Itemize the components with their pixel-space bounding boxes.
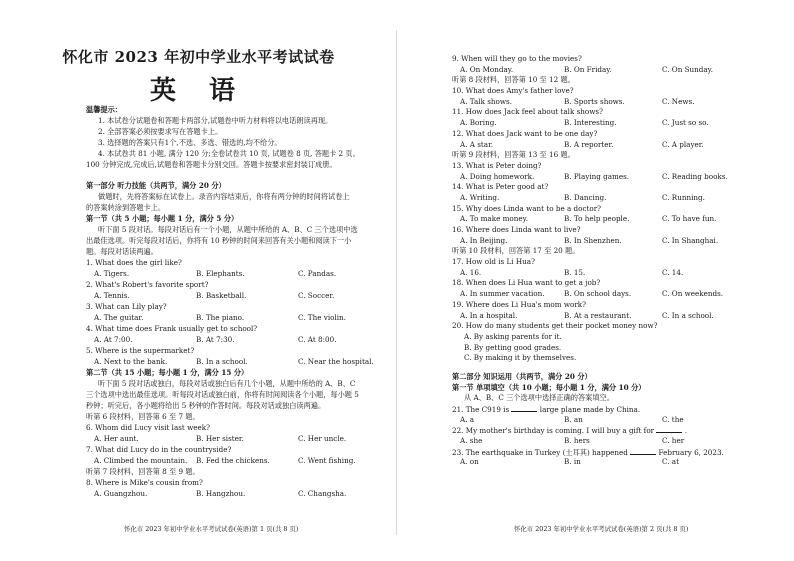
part1-block — [86, 180, 394, 499]
options-row — [452, 289, 742, 300]
part2-section1-instr: 从 A、B、C 三个选项中选择正确的答案填空。 — [464, 393, 614, 403]
option-a: A. Climbed the mountain. — [94, 456, 188, 465]
option-c: C. Pandas. — [298, 269, 337, 278]
question-stem: 1. What does the girl like? — [86, 258, 182, 267]
question-stem: 16. Where does Linda want to live? — [452, 225, 581, 234]
notice-block — [86, 104, 394, 170]
part1-intro: 做题时，先将答案标在试卷上。录音内容结束后，你将有两分钟的时间将试卷上 — [98, 192, 350, 201]
listen-instruction: 听第 8 段材料，回答第 10 至 12 题。 — [452, 75, 575, 85]
options-row — [86, 488, 394, 499]
option-b: B. Her sister. — [196, 434, 244, 443]
question-stem: 11. How does Jack feel about talk shows? — [452, 107, 603, 117]
part2-heading: 第二部分 知识运用（共两节，满分 20 分） — [452, 371, 592, 381]
option-a: A. 16. — [460, 267, 482, 277]
option-c: C. Changsha. — [298, 489, 347, 498]
part2-section1-heading: 第一节 单项填空（共 10 小题；每小题 1 分，满分 10 分） — [452, 382, 646, 392]
right-questions-block — [452, 54, 742, 468]
notice-item: 1. 本试卷分试题卷和答题卡两部分,试题卷中听力材料将以电话朗读再现。 — [98, 116, 333, 125]
question-stem: 9. When will they go to the movies? — [452, 54, 582, 63]
option-c: C. Running. — [662, 192, 705, 202]
option-b: B. Basketball. — [196, 291, 247, 300]
option-b: B. hers — [564, 436, 590, 446]
option-a: A. on — [460, 457, 479, 467]
option-b: B. At a restaurant. — [564, 310, 632, 320]
option-b: B. Fed the chickens. — [196, 456, 270, 465]
option-c: C. her — [662, 436, 685, 446]
question-stem: 4. What time does Frank usually get to school? — [86, 324, 258, 333]
option-a: A. In a hospital. — [460, 310, 518, 320]
option-b: B. By getting good grades. — [464, 342, 562, 352]
notice-item: 2. 全部答案必须按要求写在答题卡上。 — [98, 127, 223, 136]
option-a: A. Her aunt. — [94, 434, 139, 443]
option-b: B. in — [564, 457, 581, 467]
options-row — [452, 436, 742, 447]
question-stem — [452, 404, 742, 415]
notice-item: 100 分钟完成,完成后,试题卷和答题卡分别交回。答题卡按要求密封装订成册。 — [86, 160, 337, 169]
options-row — [452, 97, 742, 108]
option-c: C. A player. — [662, 139, 704, 149]
options-row — [86, 290, 394, 301]
options-row — [86, 268, 394, 279]
question-stem: 12. What does Jack want to be one day? — [452, 128, 598, 138]
option-a: A. At 7:00. — [94, 335, 133, 344]
option-c: C. To have fun. — [662, 214, 717, 224]
option-a: A. Next to the bank. — [94, 357, 168, 366]
option-b: B. Playing games. — [564, 171, 630, 181]
question-stem: 5. Where is the supermarket? — [86, 346, 195, 355]
option-c: C. Soccer. — [298, 291, 335, 300]
listen-instruction: 听第 6 段材料，回答第 6 至 7 题。 — [86, 412, 200, 421]
page-footer-left: 怀化市 2023 年初中学业水平考试试卷(英语)第 1 页(共 8 页) — [124, 525, 299, 533]
question-stem — [452, 425, 742, 436]
options-row — [86, 455, 394, 466]
option-b: B. To help people. — [564, 214, 630, 224]
option-b: B. Elephants. — [196, 269, 245, 278]
part1-intro: 的答案转涂到答题卡上。 — [86, 203, 166, 212]
question-stem: 2. What's Robert's favorite sport? — [86, 280, 209, 289]
question-stem: 18. When does Li Hua want to get a job? — [452, 278, 601, 288]
options-row — [86, 433, 394, 444]
options-row — [452, 118, 742, 129]
question-stem: 10. What does Amy's father love? — [452, 86, 574, 96]
notice-item: 4. 本试卷共 81 小题, 满分 120 分;全卷试卷共 10 页, 试题卷 8 页, 答题卡 2 页。 — [98, 149, 360, 158]
option-a: A. she — [460, 436, 483, 446]
option-a: A. Boring. — [460, 118, 497, 128]
options-row — [452, 457, 742, 468]
option-a: A. a — [460, 414, 475, 424]
options-row — [452, 214, 742, 225]
option-b: B. In a school. — [196, 357, 248, 366]
section1-instr: 题。每段对话读两遍。 — [86, 247, 158, 256]
option-c: C. On Sunday. — [662, 64, 714, 74]
option-b: B. Interesting. — [564, 118, 617, 128]
question-stem: 7. What did Lucy do in the countryside? — [86, 445, 232, 454]
option-b: B. At 7:30. — [196, 335, 235, 344]
stem-text: large plane made by China. — [539, 405, 641, 414]
option-b: B. A reporter. — [564, 139, 614, 149]
option-b: B. The piano. — [196, 313, 245, 322]
options-row — [452, 193, 742, 204]
option-c: C. Her uncle. — [298, 434, 347, 443]
exam-subject: 英 语 — [149, 76, 248, 106]
section2-instr: 听下面 5 段对话或独白，每段对话或独白后有几个小题，从题中所给的 A、B、C — [98, 379, 356, 388]
option-a: A. In summer vacation. — [460, 289, 545, 299]
option-a: A. In Beijing. — [460, 235, 508, 245]
option-b: B. In Shenzhen. — [564, 235, 622, 245]
options-row — [86, 356, 394, 367]
section2-heading: 第二节（共 15 小题；每小题 1 分，满分 15 分） — [86, 368, 249, 377]
option-b: B. On Friday. — [564, 64, 612, 74]
section2-instr: 三个选项中选出最佳选项。听每段对话或独白前，你将有时间阅读各个小题，每小题 5 — [86, 390, 359, 399]
option-c: C. at — [662, 457, 679, 467]
options-row — [452, 415, 742, 426]
options-row — [86, 312, 394, 323]
section1-instr: 出最佳选项。听完每段对话后，你将有 10 秒钟的时间来回答有关小题和阅读下一小 — [86, 236, 352, 245]
option-a: A. By asking parents for it. — [464, 331, 562, 341]
options-row — [86, 334, 394, 345]
option-a: A. The guitar. — [94, 313, 144, 322]
option-c: C. The violin. — [298, 313, 346, 322]
option-b: B. Sports shows. — [564, 96, 625, 106]
option-c: C. the — [662, 414, 684, 424]
section2-instr: 秒钟；听完后，各小题将给出 5 秒钟的作答时间。每段对话或独白读两遍。 — [86, 401, 326, 410]
stem-text: 22. My mother's birthday is coming. I will buy a gift for — [452, 426, 655, 436]
option-c: C. Just so so. — [662, 118, 709, 128]
options-row — [452, 140, 742, 151]
option-b: B. 15. — [564, 267, 586, 277]
page-footer-right: 怀化市 2023 年初中学业水平考试试卷(英语)第 2 页(共 8 页) — [514, 525, 689, 533]
stem-text: February 6, 2023. — [658, 447, 724, 457]
answer-blank — [656, 425, 682, 433]
question-stem: 15. Why does Linda want to be a doctor? — [452, 203, 602, 213]
option-b: B. On school days. — [564, 289, 632, 299]
stem-text: . — [684, 426, 687, 436]
options-row — [452, 311, 742, 322]
section1-heading: 第一节（共 5 小题；每小题 1 分，满分 5 分） — [86, 214, 239, 223]
answer-blank — [511, 404, 537, 412]
question-stem: 8. Where is Mike's cousin from? — [86, 478, 203, 487]
option-c: C. In Shanghai. — [662, 235, 719, 245]
option-b: B. Dancing. — [564, 192, 607, 202]
exam-title: 怀化市 2023 年初中学业水平考试试卷 — [62, 48, 335, 66]
stem-text: 23. The earthquake in Turkey (土耳其) happened — [452, 447, 628, 457]
stem-text: 21. The C919 is — [452, 405, 510, 414]
option-c: C. By making it by themselves. — [464, 353, 577, 363]
option-a: A. Talk shows. — [460, 96, 512, 106]
options-row — [452, 172, 742, 183]
notice-item: 3. 选择题的答案只有1个,不选、多选、错选的,均不给分。 — [98, 138, 282, 147]
question-stem: 14. What is Peter good at? — [452, 182, 549, 192]
option-a: A. To make money. — [460, 214, 529, 224]
option-a: A. Tigers. — [94, 269, 130, 278]
answer-blank — [630, 447, 656, 455]
options-row — [452, 236, 742, 247]
listen-instruction: 听第 7 段材料，回答第 8 至 9 题。 — [86, 467, 200, 476]
option-b: B. Hangzhou. — [196, 489, 246, 498]
question-stem: 19. Where does Li Hua's mom work? — [452, 299, 586, 309]
option-a: A. Tennis. — [94, 291, 130, 300]
option-c: C. Reading books. — [662, 171, 728, 181]
options-row — [452, 268, 742, 279]
option-a: A. A star. — [460, 139, 494, 149]
option-b: B. an — [564, 414, 583, 424]
question-stem: 13. What is Peter doing? — [452, 160, 542, 170]
section1-instr: 听下面 5 段对话。每段对话后有一个小题，从题中所给的 A、B、C 三个选项中选 — [98, 225, 358, 234]
option-c: C. Near the hospital. — [298, 357, 374, 366]
listen-instruction: 听第 9 段材料，回答第 13 至 16 题。 — [452, 150, 575, 160]
option-c: C. In a school. — [662, 310, 714, 320]
question-stem: 17. How old is Li Hua? — [452, 257, 535, 267]
question-stem: 20. How do many students get their pocket money now? — [452, 321, 658, 331]
question-stem: 6. Whom did Lucy visit last week? — [86, 423, 210, 432]
option-a: A. Guangzhou. — [94, 489, 148, 498]
option-a: A. Writing. — [460, 192, 500, 202]
option-c: C. News. — [662, 96, 695, 106]
option-a: A. Doing homework. — [460, 171, 535, 181]
option-a: A. On Monday. — [460, 64, 514, 74]
option-c: C. On weekends. — [662, 289, 724, 299]
option-c: C. Went fishing. — [298, 456, 356, 465]
question-stem: 3. What can Lily play? — [86, 302, 167, 311]
listen-instruction: 听第 10 段材料，回答第 17 至 20 题。 — [452, 246, 580, 256]
question-stem — [452, 447, 742, 458]
part1-heading: 第一部分 听力技能（共两节，满分 20 分） — [86, 181, 226, 190]
option-c: C. At 8:00. — [298, 335, 337, 344]
notice-heading: 温馨提示： — [86, 105, 122, 114]
option-c: C. 14. — [662, 267, 684, 277]
options-row — [452, 65, 742, 76]
